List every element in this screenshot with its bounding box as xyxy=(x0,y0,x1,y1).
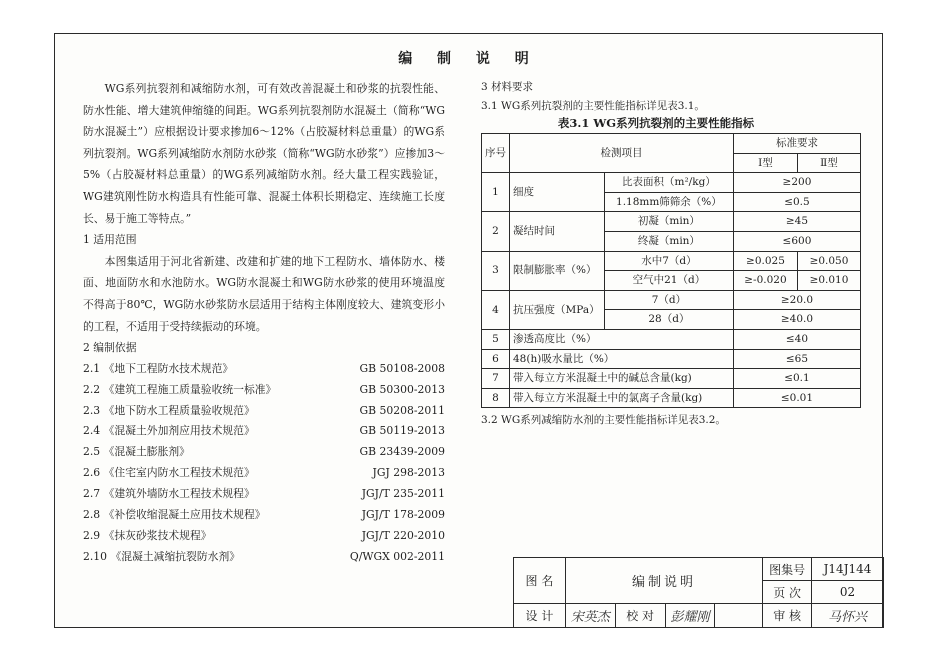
standard-item xyxy=(83,442,445,463)
table-row xyxy=(482,173,861,193)
check-signature: 彭耀刚 xyxy=(665,604,715,628)
table-row xyxy=(482,212,861,232)
page-label: 页 次 xyxy=(763,581,812,604)
standard-code: GB 50119-2013 xyxy=(359,424,445,438)
row-subitem: 1.18mm筛筛余（%） xyxy=(604,192,733,212)
standard-code: JGJ/T 235-2011 xyxy=(361,487,445,501)
header-standard: 标准要求 xyxy=(733,134,860,154)
header-type2: Ⅱ型 xyxy=(798,153,861,173)
table-row xyxy=(482,329,861,349)
standard-number: 2.4 xyxy=(83,424,101,438)
standard-name xyxy=(83,463,255,484)
standard-name xyxy=(83,421,255,442)
row-subitem: 水中7（d） xyxy=(604,251,733,271)
standard-item xyxy=(83,526,445,547)
row-subitem: 终凝（min） xyxy=(604,231,733,251)
standard-code: GB 50208-2011 xyxy=(359,403,445,417)
standard-number: 2.6 xyxy=(83,466,101,480)
table-caption: 表3.1 WG系列抗裂剂的主要性能指标 xyxy=(557,116,755,130)
row-no: 1 xyxy=(482,173,510,212)
row-item: 限制膨胀率（%） xyxy=(510,251,605,290)
standard-title: 《地下防水工程质量验收规范》 xyxy=(103,403,255,417)
row-subitem: 比表面积（m²/kg） xyxy=(604,173,733,193)
standard-number: 2.10 xyxy=(83,549,108,563)
table-row xyxy=(482,369,861,389)
row-subitem: 28（d） xyxy=(604,310,733,330)
atlas-no: J14J144 xyxy=(812,558,884,581)
standard-title: 《抹灰砂浆技术规程》 xyxy=(103,528,212,542)
row-no: 8 xyxy=(482,388,510,408)
row-item: 带入每立方米混凝土中的氯离子含量(kg) xyxy=(510,388,734,408)
row-item: 48(h)吸水量比（%） xyxy=(510,349,734,369)
check-label: 校 对 xyxy=(615,604,665,628)
row-value-type2: ≥0.050 xyxy=(798,251,861,271)
table-row xyxy=(482,290,861,310)
standard-number: 2.5 xyxy=(83,445,101,459)
review-signature: 马怀兴 xyxy=(812,604,884,628)
row-item: 细度 xyxy=(510,173,605,212)
row-value: ≤0.5 xyxy=(733,192,860,212)
standard-item xyxy=(83,484,445,505)
row-item: 凝结时间 xyxy=(510,212,605,251)
row-value-type1: ≥-0.020 xyxy=(733,271,797,291)
table-row xyxy=(482,251,861,271)
section1-paragraph: 本图集适用于河北省新建、改建和扩建的地下工程防水、墙体防水、楼面、地面防水和水池防水。WG防水混凝土和WG防水砂浆的使用环境温度不得高于80℃，WG防水砂浆防水层适用于结构主体刚度较大、建筑变形小的工程，不适用于受持续振动的环境。 xyxy=(83,254,445,333)
performance-table xyxy=(481,133,861,408)
standard-item xyxy=(83,421,445,442)
standard-name xyxy=(83,401,255,422)
standard-code: Q/WGX 002-2011 xyxy=(349,549,445,563)
row-no: 6 xyxy=(482,349,510,369)
row-no: 3 xyxy=(482,251,510,290)
row-item: 抗压强度（MPa） xyxy=(510,290,605,329)
standard-number: 2.7 xyxy=(83,487,101,501)
row-value: ≥200 xyxy=(733,173,860,193)
header-type1: Ⅰ型 xyxy=(733,153,797,173)
standard-number: 2.2 xyxy=(83,382,101,396)
standard-item xyxy=(83,547,445,568)
standard-name xyxy=(83,380,276,401)
standard-name xyxy=(83,547,240,568)
intro-paragraph: WG系列抗裂剂和减缩防水剂，可有效改善混凝土和砂浆的抗裂性能、防水性能、增大建筑伸缩缝的间距。WG系列抗裂剂防水混凝土（简称“WG防水混凝土”）应根据设计要求掺加6～12%（占胶凝材料总重量）的WG系列抗裂剂。WG系列减缩防水剂防水砂浆（简称“WG防水砂浆”）应掺加3～5%（占胶凝材料总重量）的WG系列减缩防水剂。经大量工程实践验证，WG建筑刚性防水构造具有性能可靠、混凝土体积长期稳定、连续施工长度长、易于施工等特点。” xyxy=(83,82,445,225)
row-subitem: 空气中21（d） xyxy=(604,271,733,291)
table-row xyxy=(482,349,861,369)
header-no: 序号 xyxy=(482,134,510,173)
standard-code: GB 50108-2008 xyxy=(359,361,445,375)
row-item: 渗透高度比（%） xyxy=(510,329,734,349)
standard-title: 《补偿收缩混凝土应用技术规程》 xyxy=(103,507,266,521)
review-label: 审 核 xyxy=(763,604,812,628)
row-no: 7 xyxy=(482,369,510,389)
standard-name xyxy=(83,359,233,380)
row-value: ≤600 xyxy=(733,231,860,251)
section3-heading: 3 材料要求 xyxy=(481,81,534,93)
row-value: ≥45 xyxy=(733,212,860,232)
row-value: ≤0.1 xyxy=(733,369,860,389)
section1-heading: 1 适用范围 xyxy=(83,233,137,247)
standard-title: 《混凝土外加剂应用技术规范》 xyxy=(103,424,255,438)
row-no: 4 xyxy=(482,290,510,329)
standard-number: 2.8 xyxy=(83,507,101,521)
row-value: ≥20.0 xyxy=(733,290,860,310)
standard-number: 2.9 xyxy=(83,528,101,542)
row-no: 5 xyxy=(482,329,510,349)
standard-code: GB 50300-2013 xyxy=(359,382,445,396)
left-column xyxy=(83,78,445,568)
right-column xyxy=(481,78,861,430)
standard-code: JGJ 298-2013 xyxy=(372,466,445,480)
table-row xyxy=(482,388,861,408)
standards-list xyxy=(83,359,445,568)
standard-code: GB 23439-2009 xyxy=(359,445,445,459)
row-value: ≤0.01 xyxy=(733,388,860,408)
drawing-sheet xyxy=(54,33,883,628)
standard-item xyxy=(83,463,445,484)
standard-item xyxy=(83,359,445,380)
figure-name: 编制说明 xyxy=(565,558,762,604)
standard-number: 2.1 xyxy=(83,361,101,375)
standard-title: 《混凝土减缩抗裂防水剂》 xyxy=(110,549,241,563)
standard-item xyxy=(83,401,445,422)
section3-line1: 3.1 WG系列抗裂剂的主要性能指标详见表3.1。 xyxy=(481,100,705,112)
standard-name xyxy=(83,442,190,463)
row-item: 带入每立方米混凝土中的碱总含量(kg) xyxy=(510,369,734,389)
standard-name xyxy=(83,484,255,505)
design-signature: 宋英杰 xyxy=(565,604,615,628)
standard-name xyxy=(83,526,212,547)
section2-heading: 2 编制依据 xyxy=(83,341,137,355)
row-value: ≤65 xyxy=(733,349,860,369)
standard-code: JGJ/T 220-2010 xyxy=(361,528,445,542)
standard-title: 《混凝土膨胀剂》 xyxy=(103,445,190,459)
standard-number: 2.3 xyxy=(83,403,101,417)
standard-item xyxy=(83,380,445,401)
row-subitem: 初凝（min） xyxy=(604,212,733,232)
row-value-type2: ≥0.010 xyxy=(798,271,861,291)
figure-name-label: 图 名 xyxy=(514,558,566,604)
standard-title: 《住宅室内防水工程技术规范》 xyxy=(103,466,255,480)
atlas-no-label: 图集号 xyxy=(763,558,812,581)
row-value: ≥40.0 xyxy=(733,310,860,330)
design-label: 设 计 xyxy=(514,604,566,628)
header-item: 检测项目 xyxy=(510,134,734,173)
page-number: 02 xyxy=(812,581,884,604)
row-value: ≤40 xyxy=(733,329,860,349)
standard-title: 《地下工程防水技术规范》 xyxy=(103,361,234,375)
row-subitem: 7（d） xyxy=(604,290,733,310)
table-header-row xyxy=(482,134,861,154)
page-title: 编 制 说 明 xyxy=(398,51,539,67)
section3-line2: 3.2 WG系列减缩防水剂的主要性能指标详见表3.2。 xyxy=(481,414,726,427)
row-no: 2 xyxy=(482,212,510,251)
row-value-type1: ≥0.025 xyxy=(733,251,797,271)
standard-title: 《建筑工程施工质量验收统一标准》 xyxy=(103,382,277,396)
title-block xyxy=(513,557,884,628)
standard-code: JGJ/T 178-2009 xyxy=(361,507,445,521)
standard-name xyxy=(83,505,266,526)
standard-item xyxy=(83,505,445,526)
standard-title: 《建筑外墙防水工程技术规程》 xyxy=(103,487,255,501)
